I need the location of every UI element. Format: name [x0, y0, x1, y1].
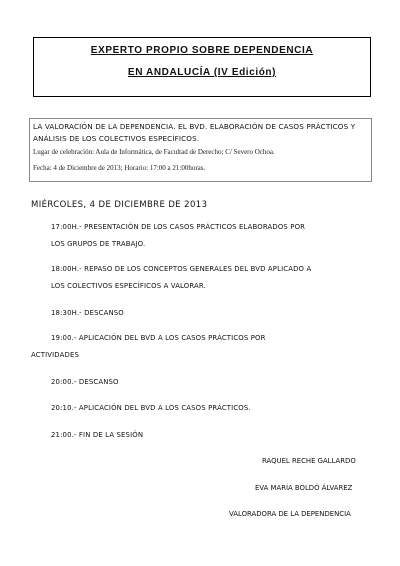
schedule-line: 19:00.- APLICACIÓN DEL BVD A LOS CASOS PRÁCTICOS POR — [51, 334, 266, 342]
schedule-line: 20:00.- DESCANSO — [51, 378, 119, 386]
schedule-day: MIÉRCOLES, 4 DE DICIEMBRE DE 2013 — [31, 200, 208, 210]
session-title: LA VALORACIÓN DE LA DEPENDENCIA. EL BVD. ELABORACIÓN DE CASOS PRÁCTICOS Y ANÁLISIS DE LOS COLECTIVOS ESPECÍFICOS. — [33, 122, 356, 143]
session-info-box — [29, 118, 372, 182]
signature-name-2: EVA MARÍA BOLDÓ ÁLVAREZ — [255, 484, 353, 492]
schedule-line: 21:00.- FIN DE LA SESIÓN — [51, 431, 144, 439]
session-place: Lugar de celebración: Aula de Informática, de Facultad de Derecho; C/ Severo Ochoa. — [33, 148, 275, 156]
schedule-line: 18:30H.- DESCANSO — [51, 309, 124, 317]
schedule-line: LOS COLECTIVOS ESPECÍFICOS A VALORAR. — [51, 282, 206, 290]
title-line-2: EN ANDALUCÍA (IV Edición) — [127, 67, 277, 78]
schedule-line: 20:10.- APLICACIÓN DEL BVD A LOS CASOS PRÁCTICOS. — [51, 404, 251, 412]
schedule-line: 17:00H.- PRESENTACIÓN DE LOS CASOS PRÁCTICOS ELABORADOS POR — [51, 223, 306, 231]
schedule-line: LOS GRUPOS DE TRABAJO. — [51, 240, 146, 248]
session-date: Fecha: 4 de Diciembre de 2013; Horario: 17:00 a 21:00horas. — [33, 164, 206, 172]
schedule-line: ACTIVIDADES — [31, 351, 79, 359]
signature-name-1: RAQUEL RECHE GALLARDO — [262, 457, 356, 465]
schedule-line: 18:00H.- REPASO DE LOS CONCEPTOS GENERALES DEL BVD APLICADO A — [51, 265, 312, 273]
title-line-1: EXPERTO PROPIO SOBRE DEPENDENCIA — [90, 45, 314, 56]
signature-role: VALORADORA DE LA DEPENDENCIA — [229, 510, 351, 518]
title-box — [33, 37, 371, 97]
